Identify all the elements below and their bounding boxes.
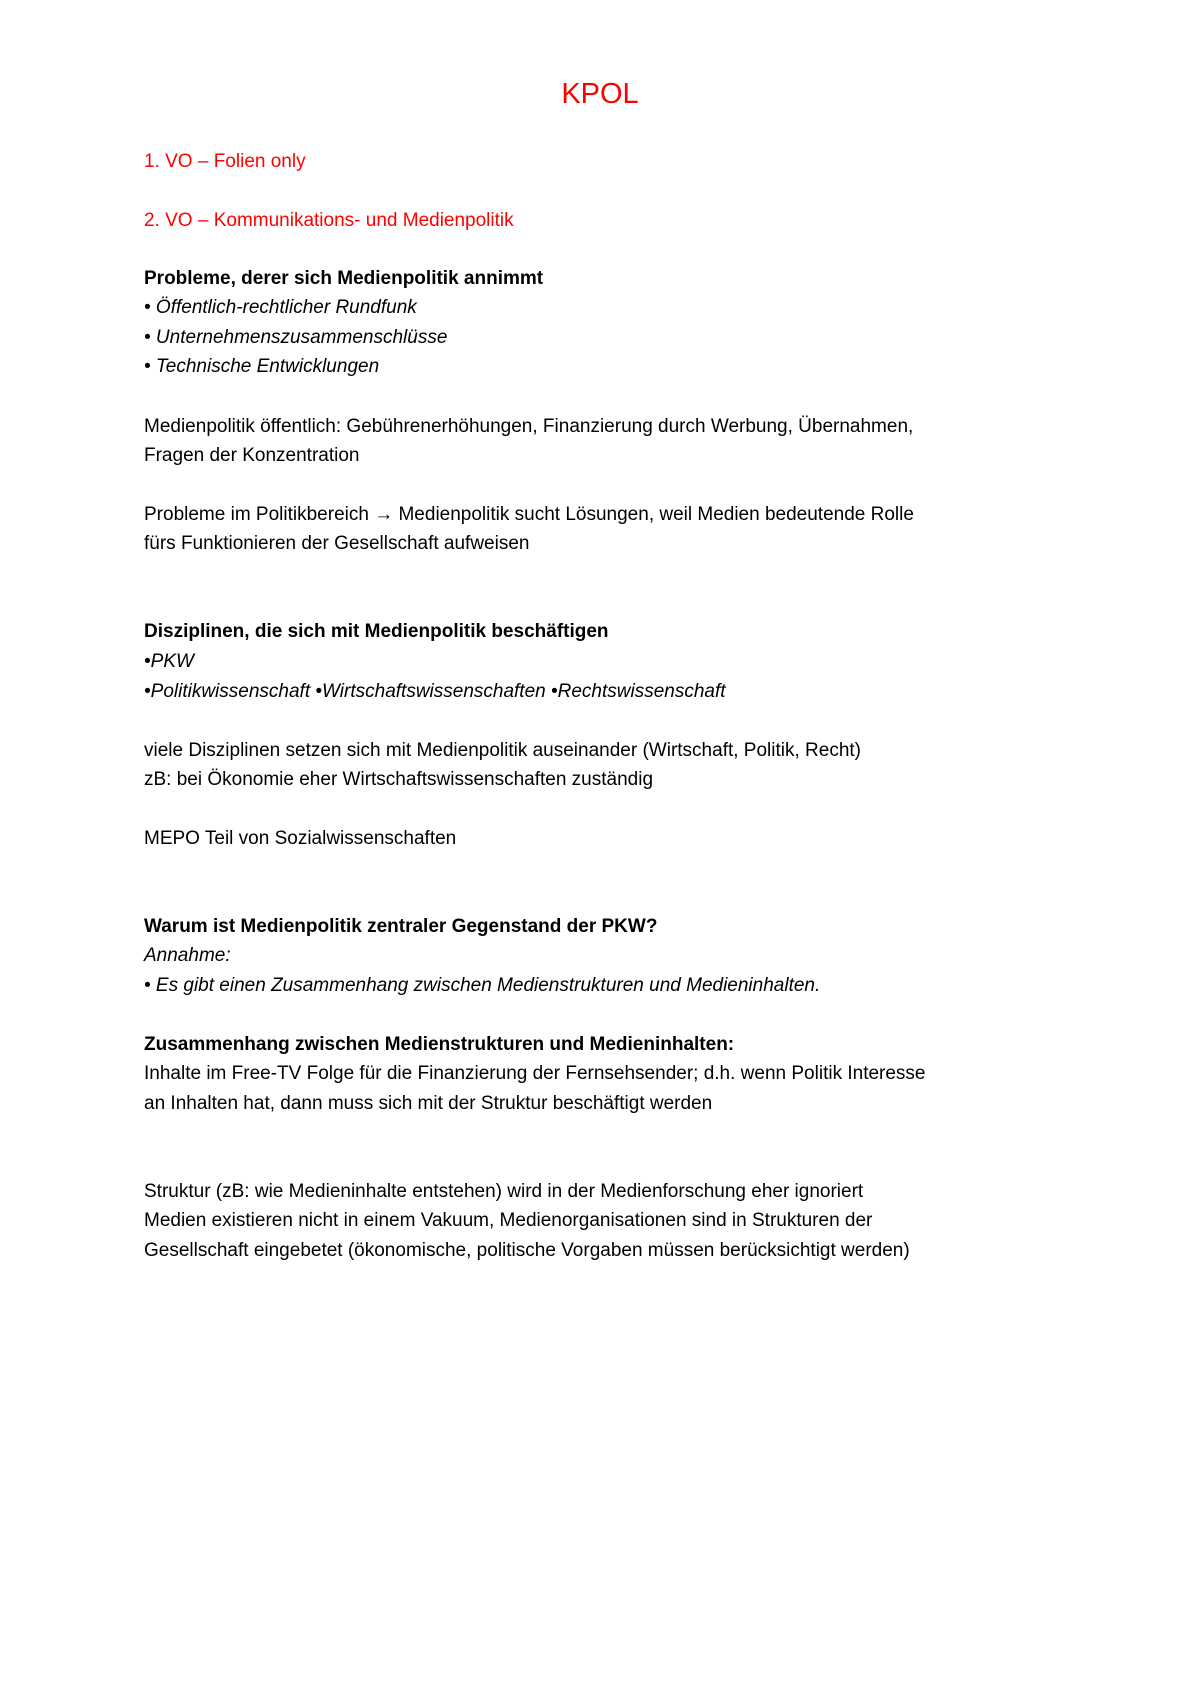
probleme-heading: Probleme, derer sich Medienpolitik annimmt [144,268,544,289]
warum-heading: Warum ist Medienpolitik zentraler Gegenstand der PKW? [144,916,658,937]
zusammenhang-heading: Zusammenhang zwischen Medienstrukturen und Medieninhalten: [144,1034,735,1055]
politikbereich-text: Medienpolitik sucht Lösungen, weil Medien bedeutende Rolle [393,504,914,525]
annahme-item: • Es gibt einen Zusammenhang zwischen Medienstrukturen und Medieninhalten. [144,975,821,996]
paragraph-line: Fragen der Konzentration [144,445,360,466]
section-heading-vo1: 1. VO – Folien only [144,151,306,172]
probleme-item: • Technische Entwicklungen [144,356,380,377]
paragraph-line: Gesellschaft eingebetet (ökonomische, politische Vorgaben müssen berücksichtigt werden) [144,1240,910,1261]
arrow-right-icon: → [374,504,394,525]
politikbereich-text: Probleme im Politikbereich [144,504,375,525]
section-heading-vo2: 2. VO – Kommunikations- und Medienpolitik [144,210,514,231]
probleme-item: • Unternehmenszusammenschlüsse [144,327,448,348]
probleme-item: • Öffentlich-rechtlicher Rundfunk [144,297,417,318]
paragraph-line: MEPO Teil von Sozialwissenschaften [144,828,457,849]
document-title: KPOL [561,78,639,110]
paragraph-line: Inhalte im Free-TV Folge für die Finanzierung der Fernsehsender; d.h. wenn Politik Interesse [144,1063,926,1084]
disziplinen-item: •PKW [144,651,194,672]
paragraph-line: Struktur (zB: wie Medieninhalte entstehen) wird in der Medienforschung eher ignoriert [144,1181,864,1202]
disziplinen-heading: Disziplinen, die sich mit Medienpolitik beschäftigen [144,621,609,642]
disziplinen-item: •Politikwissenschaft •Wirtschaftswissenschaften •Rechtswissenschaft [144,681,726,702]
paragraph-line: Medienpolitik öffentlich: Gebührenerhöhungen, Finanzierung durch Werbung, Übernahmen, [144,416,914,437]
paragraph-line: Medien existieren nicht in einem Vakuum, Medienorganisationen sind in Strukturen der [144,1210,873,1231]
paragraph-line: viele Disziplinen setzen sich mit Medienpolitik auseinander (Wirtschaft, Politik, Recht) [144,740,862,761]
paragraph-line [144,501,914,529]
annahme-label: Annahme: [144,945,231,966]
paragraph-line: an Inhalten hat, dann muss sich mit der Struktur beschäftigt werden [144,1093,713,1114]
paragraph-line: fürs Funktionieren der Gesellschaft aufweisen [144,533,530,554]
paragraph-line: zB: bei Ökonomie eher Wirtschaftswissenschaften zuständig [144,769,654,790]
